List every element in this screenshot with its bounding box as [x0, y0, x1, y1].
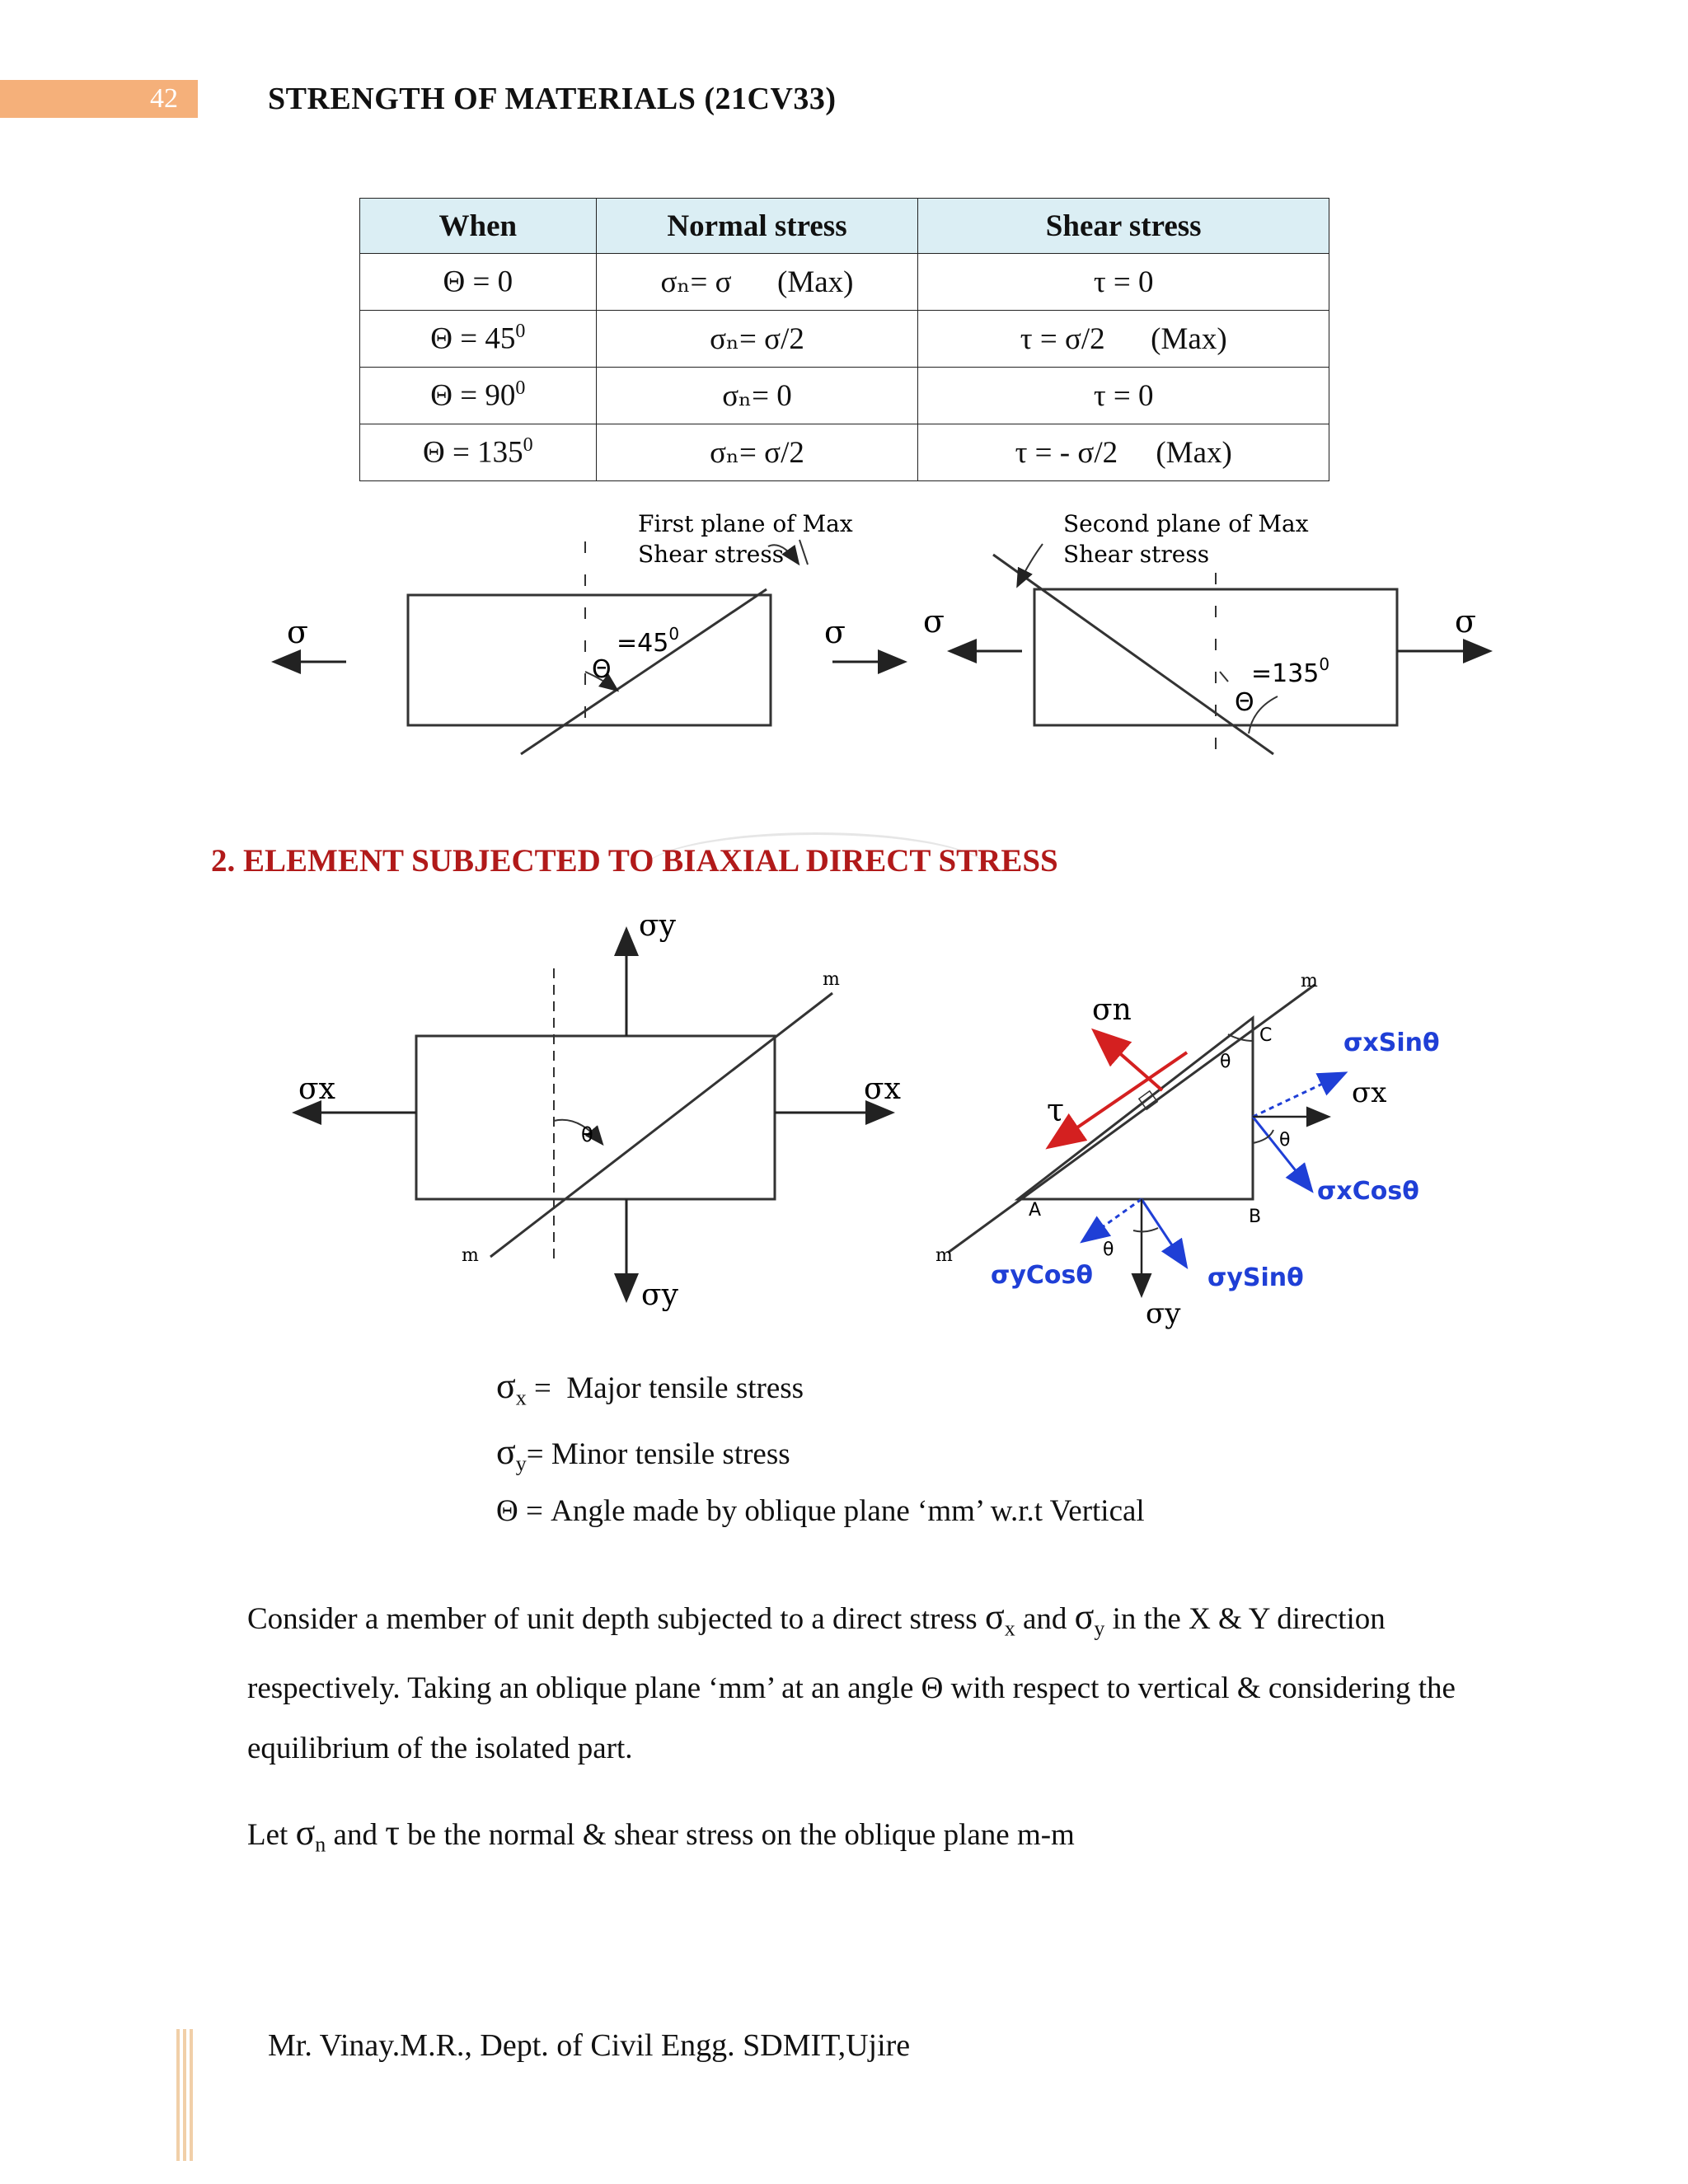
cell-when — [360, 368, 597, 424]
when-sup: 0 — [523, 434, 533, 457]
table-row — [360, 424, 1329, 481]
m-label-top-right: m — [1301, 971, 1318, 991]
max-shear-planes-figure — [264, 507, 1500, 762]
point-c-label: C — [1259, 1025, 1273, 1046]
cell-shear: τ = - σ/2 (Max) — [918, 424, 1329, 481]
sigma-y-freebody: σy — [1146, 1297, 1181, 1330]
table-header-row — [360, 199, 1329, 254]
sigma-left-2: σ — [923, 603, 945, 640]
point-b-label: B — [1249, 1207, 1262, 1227]
cell-when — [360, 311, 597, 368]
header-shear-stress: Shear stress — [918, 199, 1329, 254]
m-label-bottom-right: m — [935, 1245, 953, 1266]
section-heading: 2. ELEMENT SUBJECTED TO BIAXIAL DIRECT STRESS — [211, 843, 1058, 879]
when-value: Θ = 90 — [430, 378, 516, 413]
left-element — [276, 540, 903, 754]
body-paragraph-2: Let $\sigma_n$ and τ be the normal & shear stress on the oblique plane m-m — [247, 1812, 1075, 1857]
second-plane-label-line2: Shear stress — [1063, 541, 1210, 568]
sigma-right-2: σ — [1455, 603, 1476, 640]
when-value: Θ = 0 — [443, 265, 513, 299]
page-number-badge — [0, 80, 198, 118]
angle-45-label: $=45^0$ — [617, 624, 680, 658]
biaxial-element — [297, 931, 890, 1298]
table-row — [360, 254, 1329, 311]
sigma-x-right: σx — [864, 1072, 901, 1106]
cell-normal: σₙ= σ (Max) — [596, 254, 918, 311]
theta-bottom: θ — [1103, 1240, 1114, 1260]
angle-135-label: $=135^0$ — [1251, 654, 1330, 688]
theta-left-element: θ — [581, 1123, 593, 1146]
sigma-x-freebody: σx — [1352, 1076, 1387, 1109]
theta-label-2: Θ — [1235, 688, 1254, 717]
theta-label-1: Θ — [592, 655, 612, 684]
point-a-label: A — [1029, 1200, 1042, 1221]
when-value: Θ = 45 — [430, 321, 516, 356]
cell-shear: τ = 0 — [918, 368, 1329, 424]
sx-sin-label: σxSinθ — [1343, 1029, 1440, 1057]
sigma-n-label: σn — [1092, 993, 1132, 1027]
tau-label: τ — [1047, 1092, 1065, 1128]
cell-shear: τ = 0 — [918, 254, 1329, 311]
sigma-left-1: σ — [287, 614, 308, 650]
cell-shear: τ = σ/2 (Max) — [918, 311, 1329, 368]
sigma-y-bottom: σy — [641, 1278, 678, 1312]
page-number: 42 — [150, 83, 178, 114]
second-plane-label-line1: Second plane of Max — [1063, 510, 1309, 537]
definition-sigma-x: $\sigma_x$ = Major tensile stress — [496, 1366, 804, 1410]
when-value: Θ = 135 — [423, 435, 523, 470]
stress-table — [359, 198, 1329, 481]
first-plane-label-line1: First plane of Max — [638, 510, 853, 537]
footer-author: Mr. Vinay.M.R., Dept. of Civil Engg. SDMIT,Ujire — [268, 2028, 911, 2063]
sigma-x-left: σx — [298, 1072, 335, 1106]
when-sup: 0 — [515, 321, 526, 343]
table-row — [360, 311, 1329, 368]
sigma-right-1: σ — [824, 614, 846, 650]
sy-cos-label: σyCosθ — [991, 1261, 1094, 1290]
cell-normal: σₙ= σ/2 — [596, 311, 918, 368]
cell-normal: σₙ= σ/2 — [596, 424, 918, 481]
biaxial-stress-figure — [272, 911, 1467, 1356]
sigma-y-top: σy — [639, 911, 676, 943]
definition-sigma-y: $\sigma_y=$ Minor tensile stress — [496, 1432, 790, 1476]
cell-when — [360, 424, 597, 481]
when-sup: 0 — [515, 377, 526, 400]
body-paragraph: Consider a member of unit depth subjected to a direct stress $\sigma_x$ and $\sigma_y$ in the X & Y direction respectively. Taking an oblique plane ‘mm’ at an angle Θ with respect to vertical & considering the equilibrium of the isolated part. — [247, 1596, 1456, 1766]
footer-decoration — [176, 2029, 198, 2161]
table-row — [360, 368, 1329, 424]
cell-when — [360, 254, 597, 311]
header-when: When — [360, 199, 597, 254]
m-label-top-left: m — [823, 969, 840, 990]
right-element — [952, 544, 1488, 754]
sy-sin-label: σySinθ — [1207, 1263, 1304, 1292]
cell-normal: σₙ= 0 — [596, 368, 918, 424]
theta-c: θ — [1220, 1052, 1231, 1072]
header-normal-stress: Normal stress — [596, 199, 918, 254]
theta-b: θ — [1279, 1130, 1291, 1151]
sx-cos-label: σxCosθ — [1317, 1177, 1419, 1206]
m-label-bottom-left: m — [462, 1245, 479, 1266]
running-header-title: STRENGTH OF MATERIALS (21CV33) — [268, 82, 837, 116]
first-plane-label-line2: Shear stress — [638, 541, 785, 568]
definition-theta: Θ = Angle made by oblique plane ‘mm’ w.r.t Vertical — [496, 1494, 1145, 1528]
